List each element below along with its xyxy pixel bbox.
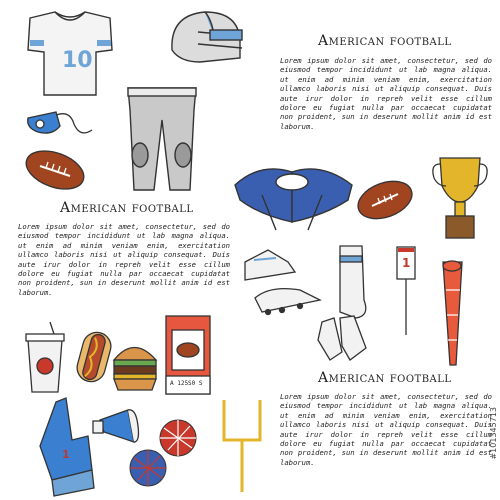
pants-icon xyxy=(128,88,196,190)
burger-icon xyxy=(114,348,156,391)
pompom-icon xyxy=(130,420,196,486)
football-icon xyxy=(21,144,89,196)
section-title: American football xyxy=(318,370,452,386)
megaphone-icon xyxy=(93,410,139,442)
foam-finger-number: 1 xyxy=(62,448,70,461)
section-body: Lorem ipsum dolor sit amet, consectetur, sed do eiusmod tempor incididunt ut lab magna aliqua. ut enim ad minim veniam enim, exercitation ullamco laboris nisi ut aliquip consequat. Duis aute irur dolor in repreh velit esse cillum dolore eu fugiat nulla par occaecat cupidatat non proident, sun in deserunt mollit anim id est laborum. xyxy=(280,56,492,131)
helmet-icon xyxy=(172,12,242,62)
gloves-icon xyxy=(318,316,366,360)
section-body: Lorem ipsum dolor sit amet, consectetur, sed do eiusmod tempor incididunt ut lab magna aliqua. ut enim ad minim veniam enim, exercitation ullamco laboris nisi ut aliquip consequat. Duis aute irur dolor in repreh velit esse cillum dolore eu fugiat nulla par occaecat cupidatat non proident, sun in deserunt mollit anim id est laborum. xyxy=(280,392,492,467)
whistle-icon xyxy=(28,112,92,133)
trophy-icon xyxy=(433,158,487,238)
section-title: American football xyxy=(318,33,452,49)
sock-icon xyxy=(340,246,366,318)
section-body: Lorem ipsum dolor sit amet, consectetur, sed do eiusmod tempor incididunt ut lab magna aliqua. ut enim ad minim veniam enim, exercitation ullamco laboris nisi ut aliquip consequat. Duis aute irur dolor in repreh velit esse cillum dolore eu fugiat nulla par occaecat cupidatat non proident, sun in deserunt mollit anim id est laborum. xyxy=(18,222,230,297)
section-title: American football xyxy=(60,200,194,216)
football-icon xyxy=(353,174,417,225)
hotdog-icon xyxy=(74,329,114,385)
foam-finger-icon xyxy=(40,398,94,496)
stock-id: #101345713 xyxy=(489,407,498,460)
down-marker-number: 1 xyxy=(402,256,411,270)
jersey-number: 10 xyxy=(62,48,93,73)
goalpost-icon xyxy=(224,400,260,492)
ticket-code: A 125S0 S xyxy=(170,380,203,387)
shoulder-pads-icon xyxy=(235,169,352,230)
pylon-icon xyxy=(443,261,462,365)
soda-cup-icon xyxy=(26,322,64,392)
cleats-icon xyxy=(245,250,320,315)
